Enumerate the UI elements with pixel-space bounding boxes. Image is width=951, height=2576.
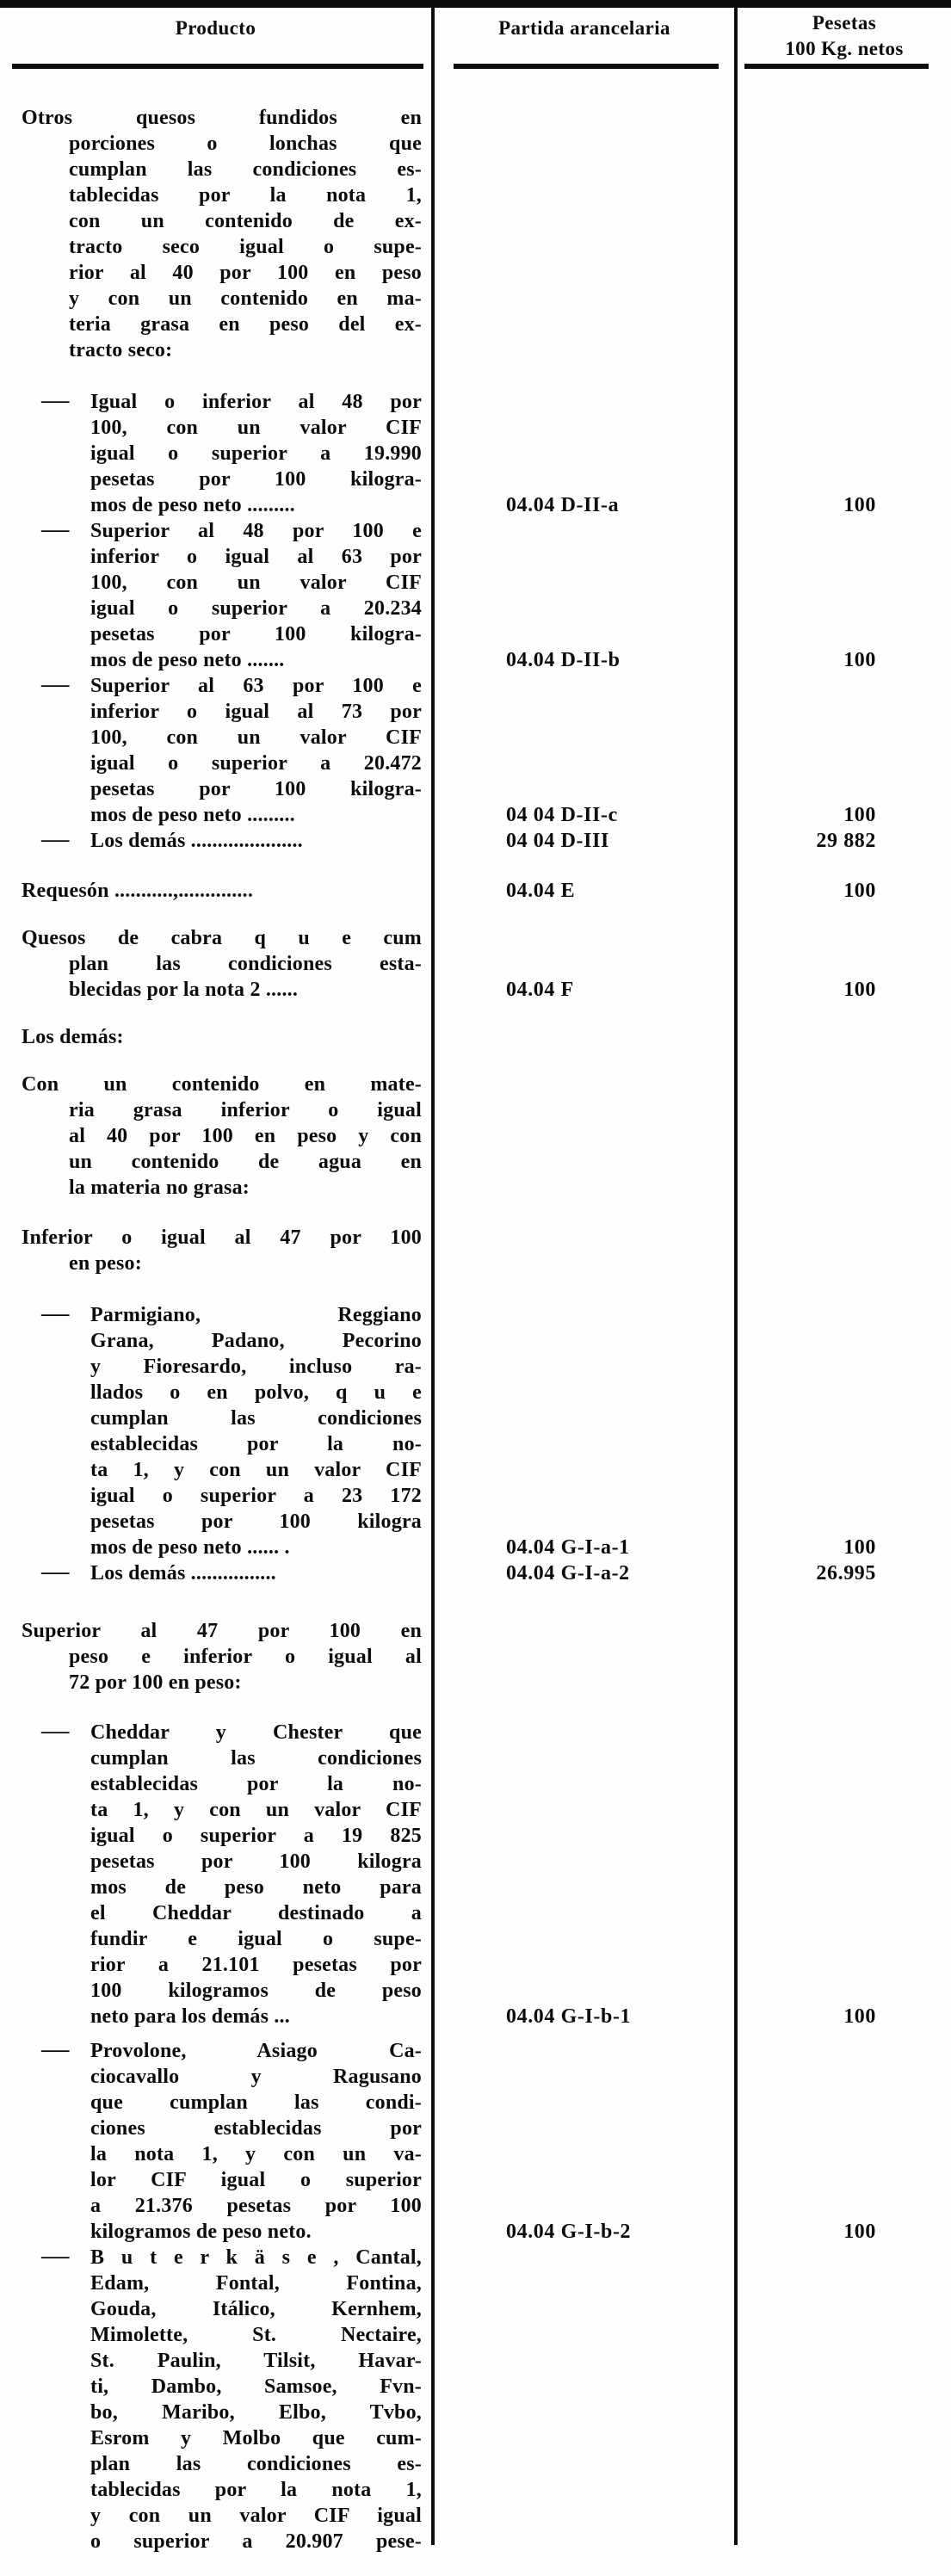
product-line: mos de peso neto para	[90, 1876, 422, 1899]
product-line: tracto seco:	[69, 339, 173, 361]
product-line: rior al 40 por 100 en peso	[69, 262, 422, 284]
pesetas-value: 100	[843, 649, 876, 671]
product-line: establecidas por la no-	[90, 1433, 422, 1455]
product-line: ciocavallo y Ragusano	[90, 2066, 422, 2088]
list-dash-marker: —	[41, 2246, 70, 2268]
product-line: a 21.376 pesetas por 100	[90, 2195, 422, 2217]
pesetas-value: 100	[843, 1536, 876, 1559]
product-line: kilogramos de peso neto.	[90, 2221, 312, 2243]
product-line: blecidas por la nota 2 ......	[69, 979, 299, 1001]
product-line: y con un valor CIF igual	[90, 2505, 422, 2527]
product-line: Provolone, Asiago Ca-	[90, 2040, 422, 2062]
product-line: Requesón ...........,..............	[22, 880, 254, 902]
product-line: ta 1, y con un valor CIF	[90, 1459, 422, 1481]
list-dash-marker: —	[41, 829, 70, 851]
product-line: 100, con un valor CIF	[90, 726, 422, 749]
product-line: Superior al 48 por 100 e	[90, 520, 422, 542]
product-line: en peso:	[69, 1252, 142, 1275]
tariff-code: 04.04 G-I-b-1	[506, 2005, 632, 2028]
header-underline-partida	[454, 64, 719, 69]
product-line: teria grasa en peso del ex-	[69, 313, 422, 336]
product-line: rior a 21.101 pesetas por	[90, 1954, 422, 1976]
product-line: y con un contenido en ma-	[69, 287, 422, 310]
list-dash-marker: —	[41, 390, 70, 412]
list-dash-marker: —	[41, 1303, 70, 1325]
product-line: Gouda, Itálico, Kernhem,	[90, 2298, 422, 2320]
product-line: tracto seco igual o supe-	[69, 236, 422, 258]
product-line: ti, Dambo, Samsoe, Fvn-	[90, 2375, 422, 2398]
product-line: mos de peso neto .........	[90, 494, 295, 516]
product-line: tablecidas por la nota 1,	[69, 184, 422, 207]
product-line: pesetas por 100 kilogra-	[90, 623, 422, 646]
tariff-code: 04.04 E	[506, 880, 576, 902]
product-line: Grana, Padano, Pecorino	[90, 1330, 422, 1352]
product-line: Otros quesos fundidos en	[22, 107, 422, 129]
product-line: cumplan las condiciones es-	[69, 158, 422, 181]
header-underline-pesetas	[744, 64, 929, 69]
product-line: la nota 1, y con un va-	[90, 2143, 422, 2165]
product-line: Superior al 47 por 100 en	[22, 1620, 422, 1642]
product-line: Igual o inferior al 48 por	[90, 391, 422, 413]
pesetas-value: 100	[843, 2005, 876, 2028]
product-line: la materia no grasa:	[69, 1177, 250, 1199]
product-line: plan las condiciones esta-	[69, 953, 422, 975]
tariff-code: 04 04 D-II-c	[506, 804, 618, 826]
header-underline-producto	[12, 64, 423, 69]
list-dash-marker: —	[41, 1561, 70, 1584]
product-line: cumplan las condiciones	[90, 1407, 422, 1430]
column-divider-1	[431, 8, 435, 2545]
tariff-code: 04 04 D-III	[506, 830, 609, 852]
product-line: peso e inferior o igual al	[69, 1646, 422, 1668]
column-header-partida-arancelaria: Partida arancelaria	[498, 17, 670, 39]
product-line: porciones o lonchas que	[69, 133, 422, 155]
product-line: pesetas por 100 kilogra	[90, 1850, 422, 1873]
pesetas-value: 29 882	[816, 830, 876, 852]
product-line: 72 por 100 en peso:	[69, 1671, 242, 1694]
top-rule	[0, 0, 951, 8]
list-dash-marker: —	[41, 1720, 70, 1743]
product-line: Parmigiano, Reggiano	[90, 1304, 422, 1326]
product-line: plan las condiciones es-	[90, 2453, 422, 2475]
product-line: un contenido de agua en	[69, 1151, 422, 1173]
product-line: pesetas por 100 kilogra	[90, 1510, 422, 1533]
product-line: Superior al 63 por 100 e	[90, 675, 422, 697]
list-dash-marker: —	[41, 2039, 70, 2061]
column-divider-2	[734, 8, 738, 2545]
product-line: que cumplan las condi-	[90, 2091, 422, 2114]
pesetas-value: 100	[843, 804, 876, 826]
product-line: Inferior o igual al 47 por 100	[22, 1226, 422, 1249]
product-line: o superior a 20.907 pese-	[90, 2530, 422, 2553]
tariff-code: 04.04 F	[506, 979, 574, 1001]
product-line: Edam, Fontal, Fontina,	[90, 2272, 422, 2295]
product-line: inferior o igual al 63 por	[90, 546, 422, 568]
product-line: Los demás .....................	[90, 830, 303, 852]
product-line: Los demás ................	[90, 1562, 276, 1585]
product-line: igual o superior a 19.990	[90, 442, 422, 465]
product-line: el Cheddar destinado a	[90, 1902, 422, 1924]
product-line: igual o superior a 20.472	[90, 752, 422, 775]
pesetas-value: 100	[843, 494, 876, 516]
tariff-code: 04.04 D-II-b	[506, 649, 621, 671]
product-line: mos de peso neto ...... .	[90, 1536, 290, 1559]
column-header-producto: Producto	[175, 17, 256, 39]
product-line: establecidas por la no-	[90, 1773, 422, 1795]
tariff-code: 04.04 D-II-a	[506, 494, 620, 516]
product-line: llados o en polvo, q u e	[90, 1381, 422, 1404]
product-line: al 40 por 100 en peso y con	[69, 1125, 422, 1147]
list-dash-marker: —	[41, 519, 70, 541]
product-line: 100, con un valor CIF	[90, 417, 422, 439]
product-line: Quesos de cabra q u e cum	[22, 927, 422, 949]
column-header-pesetas	[738, 10, 951, 62]
tariff-code: 04.04 G-I-a-2	[506, 1562, 630, 1585]
product-line: Esrom y Molbo que cum-	[90, 2427, 422, 2449]
tariff-code: 04.04 G-I-b-2	[506, 2221, 632, 2243]
product-line: igual o superior a 23 172	[90, 1485, 422, 1507]
product-line: Mimolette, St. Nectaire,	[90, 2324, 422, 2346]
product-line: pesetas por 100 kilogra-	[90, 468, 422, 491]
column-header-pesetas-line2: 100 Kg. netos	[785, 38, 904, 59]
product-line: St. Paulin, Tilsit, Havar-	[90, 2350, 422, 2372]
product-line: 100, con un valor CIF	[90, 571, 422, 594]
product-line: mos de peso neto .........	[90, 804, 295, 826]
product-line: lor CIF igual o superior	[90, 2169, 422, 2191]
product-line: ria grasa inferior o igual	[69, 1099, 422, 1121]
product-line: cumplan las condiciones	[90, 1747, 422, 1770]
product-line: tablecidas por la nota 1,	[90, 2479, 422, 2501]
product-line: neto para los demás ...	[90, 2005, 290, 2028]
pesetas-value: 100	[843, 880, 876, 902]
product-line: mos de peso neto .......	[90, 649, 285, 671]
product-line: inferior o igual al 73 por	[90, 701, 422, 723]
product-line: pesetas por 100 kilogra-	[90, 778, 422, 800]
pesetas-value: 100	[843, 2221, 876, 2243]
tariff-code: 04.04 G-I-a-1	[506, 1536, 630, 1559]
column-header-pesetas-line1: Pesetas	[812, 12, 877, 34]
product-line: bo, Maribo, Elbo, Tvbo,	[90, 2401, 422, 2424]
pesetas-value: 100	[843, 979, 876, 1001]
product-line: Con un contenido en mate-	[22, 1073, 422, 1096]
product-line: 100 kilogramos de peso	[90, 1980, 422, 2002]
product-line: ta 1, y con un valor CIF	[90, 1799, 422, 1821]
product-line: igual o superior a 20.234	[90, 597, 422, 620]
product-line: B u t e r k ä s e , Cantal,	[90, 2246, 422, 2269]
pesetas-value: 26.995	[816, 1562, 876, 1585]
product-line: igual o superior a 19 825	[90, 1825, 422, 1847]
product-line: con un contenido de ex-	[69, 210, 422, 232]
product-line: ciones establecidas por	[90, 2117, 422, 2140]
product-line: fundir e igual o supe-	[90, 1928, 422, 1950]
product-line: y Fioresardo, incluso ra-	[90, 1356, 422, 1378]
list-dash-marker: —	[41, 674, 70, 696]
product-line: Los demás:	[22, 1026, 124, 1048]
product-line: Cheddar y Chester que	[90, 1721, 422, 1744]
